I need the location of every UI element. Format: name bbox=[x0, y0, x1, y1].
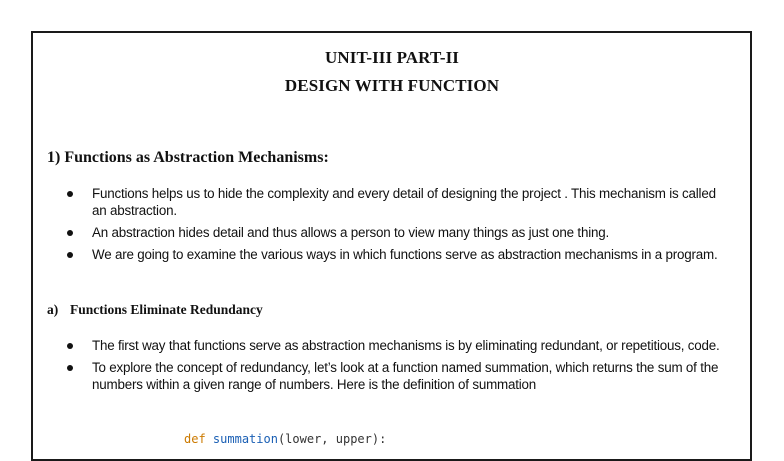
section-bullet-list bbox=[0, 185, 732, 268]
list-item bbox=[0, 185, 732, 219]
bullet-text: To explore the concept of redundancy, let’s look at a function named summation, which returns the sum of the numbers within a given range of numbers. Here is the definition of summation bbox=[92, 360, 719, 392]
subsection-heading bbox=[47, 302, 263, 318]
subsection-title: Functions Eliminate Redundancy bbox=[70, 302, 263, 317]
code-signature: (lower, upper): bbox=[277, 432, 387, 446]
list-item bbox=[0, 359, 732, 393]
bullet-icon bbox=[67, 230, 73, 236]
subsection-bullet-list bbox=[0, 337, 732, 398]
bullet-icon bbox=[67, 365, 73, 371]
bullet-icon bbox=[67, 191, 73, 197]
code-function-name: summation bbox=[212, 432, 278, 446]
section-heading: 1) Functions as Abstraction Mechanisms: bbox=[47, 149, 329, 166]
bullet-icon bbox=[67, 252, 73, 258]
bullet-text: We are going to examine the various ways in which functions serve as abstraction mechanisms in a program. bbox=[92, 247, 718, 262]
code-snippet bbox=[184, 432, 386, 446]
bullet-text: An abstraction hides detail and thus allows a person to view many things as just one thing. bbox=[92, 225, 609, 240]
bullet-icon bbox=[67, 343, 73, 349]
list-item bbox=[0, 246, 732, 263]
chapter-title: DESIGN WITH FUNCTION bbox=[284, 76, 500, 95]
list-item bbox=[0, 337, 732, 354]
subsection-marker: a) bbox=[47, 302, 59, 317]
list-item bbox=[0, 224, 732, 241]
code-keyword: def bbox=[184, 432, 206, 446]
bullet-text: The first way that functions serve as abstraction mechanisms is by eliminating redundant, or repetitious, code. bbox=[92, 338, 720, 353]
bullet-text: Functions helps us to hide the complexity and every detail of designing the project . This mechanism is called an abstraction. bbox=[92, 186, 716, 218]
unit-title: UNIT-III PART-II bbox=[324, 48, 460, 67]
